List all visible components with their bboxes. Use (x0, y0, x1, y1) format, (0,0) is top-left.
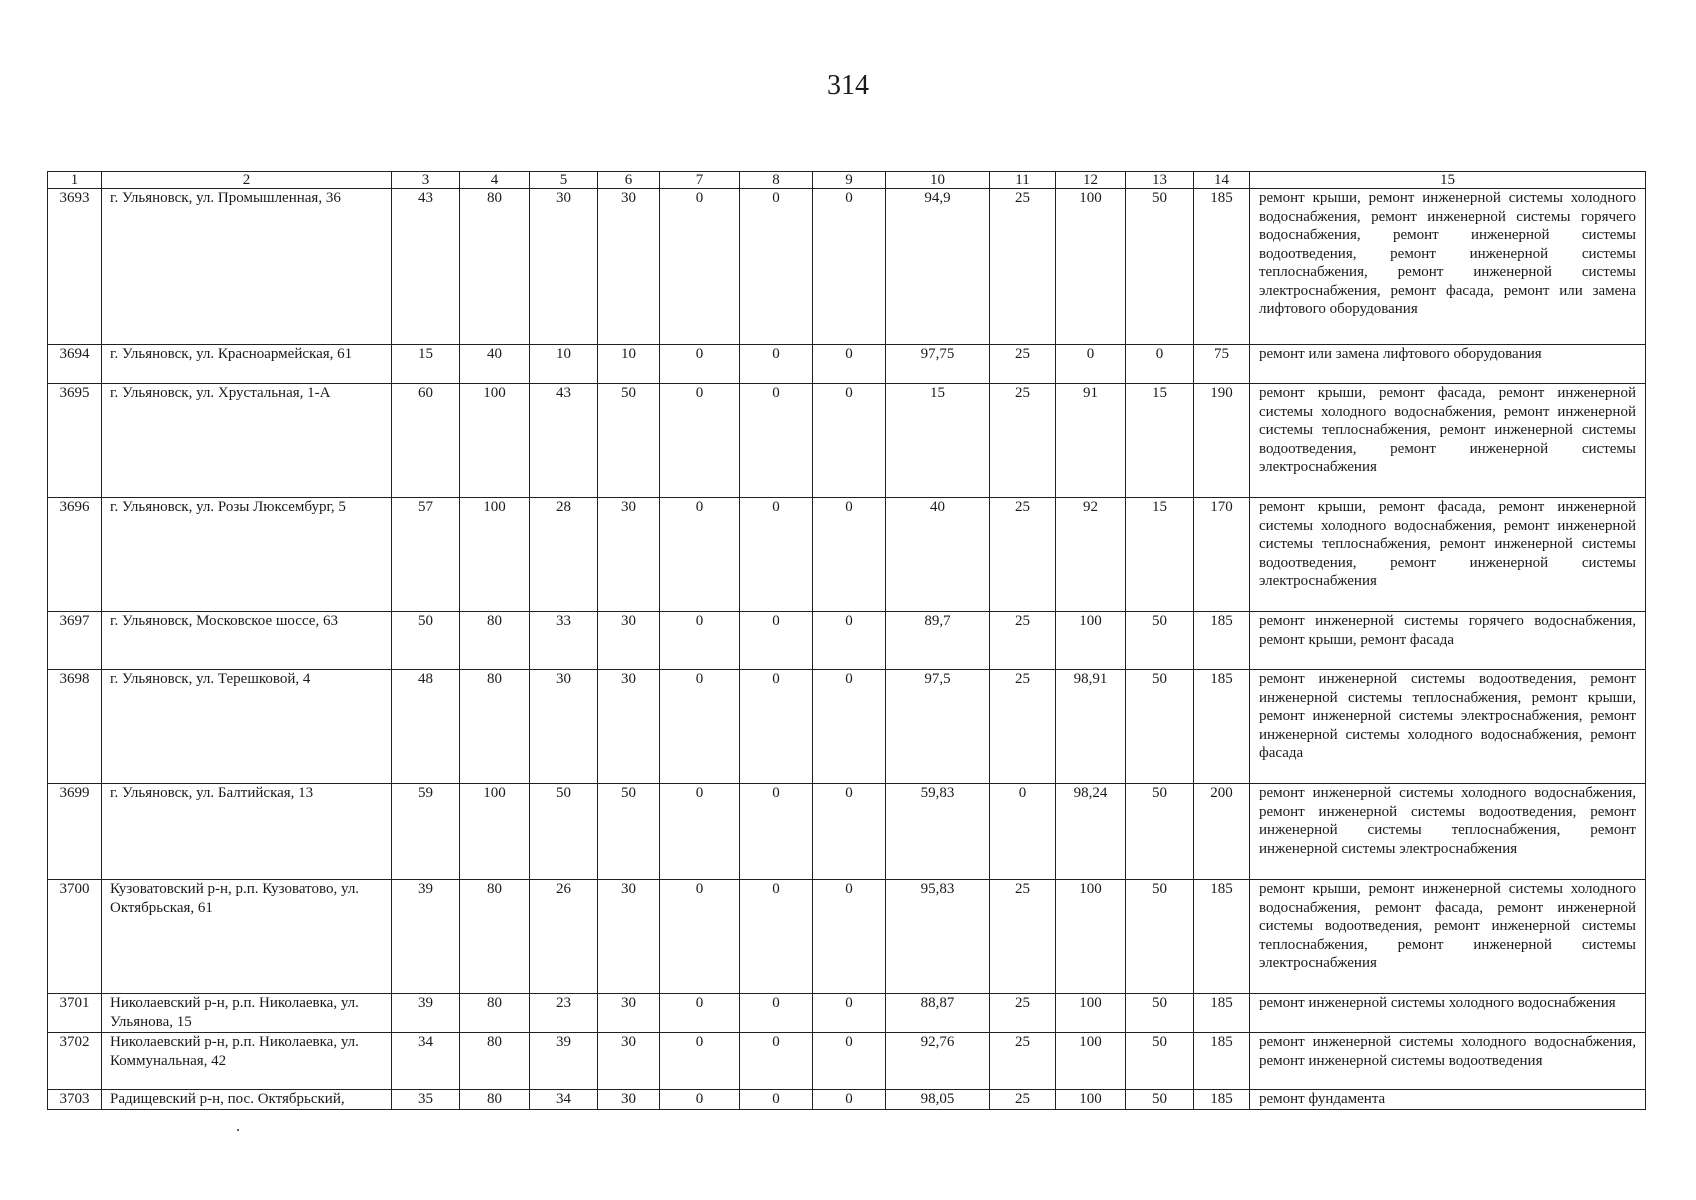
value-cell: 95,83 (886, 880, 990, 994)
value-cell: 26 (530, 880, 598, 994)
value-cell: 0 (660, 498, 740, 612)
value-cell: 0 (990, 784, 1056, 880)
value-cell: 25 (990, 1090, 1056, 1110)
value-cell: 0 (660, 784, 740, 880)
value-cell: 0 (740, 189, 813, 345)
value-cell: 185 (1194, 1033, 1250, 1090)
works-cell: ремонт крыши, ремонт инженерной системы холодного водоснабжения, ремонт инженерной системы горячего водоснабжения, ремонт инженерной системы водоотведения, ремонт инженерной системы теплоснабжения, ремонт инженерной системы электроснабжения, ремонт фасада, ремонт или замена лифтового оборудования (1250, 189, 1646, 345)
table-row (48, 784, 1646, 880)
value-cell: 30 (598, 1033, 660, 1090)
value-cell: 15 (1126, 498, 1194, 612)
value-cell: 50 (1126, 880, 1194, 994)
value-cell: 30 (598, 880, 660, 994)
table-row (48, 189, 1646, 345)
value-cell: 25 (990, 1033, 1056, 1090)
works-cell: ремонт крыши, ремонт фасада, ремонт инженерной системы холодного водоснабжения, ремонт инженерной системы теплоснабжения, ремонт инженерной системы водоотведения, ремонт инженерной системы электроснабжения (1250, 384, 1646, 498)
address-cell: Кузоватовский р-н, р.п. Кузоватово, ул. Октябрьская, 61 (102, 880, 392, 994)
value-cell: 94,9 (886, 189, 990, 345)
value-cell: 33 (530, 612, 598, 670)
value-cell: 0 (813, 345, 886, 384)
value-cell: 30 (598, 1090, 660, 1110)
value-cell: 39 (392, 880, 460, 994)
address-cell: г. Ульяновск, ул. Красноармейская, 61 (102, 345, 392, 384)
value-cell: 100 (460, 784, 530, 880)
value-cell: 185 (1194, 612, 1250, 670)
value-cell: 0 (813, 498, 886, 612)
works-cell: ремонт инженерной системы водоотведения, ремонт инженерной системы теплоснабжения, ремонт крыши, ремонт инженерной системы электроснабжения, ремонт инженерной системы холодного водоснабжения, ремонт фасада (1250, 670, 1646, 784)
address-cell: Радищевский р-н, пос. Октябрьский, (102, 1090, 392, 1110)
value-cell: 100 (460, 498, 530, 612)
value-cell: 25 (990, 994, 1056, 1033)
value-cell: 92,76 (886, 1033, 990, 1090)
value-cell: 0 (1126, 345, 1194, 384)
value-cell: 0 (660, 345, 740, 384)
value-cell: 0 (740, 994, 813, 1033)
value-cell: 0 (740, 880, 813, 994)
value-cell: 15 (886, 384, 990, 498)
value-cell: 0 (660, 1033, 740, 1090)
table-row (48, 612, 1646, 670)
row-number: 3696 (48, 498, 102, 612)
value-cell: 50 (1126, 189, 1194, 345)
table-row (48, 498, 1646, 612)
value-cell: 50 (1126, 612, 1194, 670)
value-cell: 0 (740, 612, 813, 670)
value-cell: 39 (392, 994, 460, 1033)
value-cell: 0 (813, 1090, 886, 1110)
value-cell: 100 (1056, 189, 1126, 345)
row-number: 3700 (48, 880, 102, 994)
value-cell: 50 (1126, 994, 1194, 1033)
column-header: 11 (990, 172, 1056, 189)
value-cell: 60 (392, 384, 460, 498)
works-cell: ремонт крыши, ремонт фасада, ремонт инженерной системы холодного водоснабжения, ремонт инженерной системы теплоснабжения, ремонт инженерной системы водоотведения, ремонт инженерной системы электроснабжения (1250, 498, 1646, 612)
row-number: 3697 (48, 612, 102, 670)
value-cell: 30 (598, 189, 660, 345)
table-row (48, 345, 1646, 384)
value-cell: 98,91 (1056, 670, 1126, 784)
value-cell: 34 (530, 1090, 598, 1110)
value-cell: 0 (813, 189, 886, 345)
value-cell: 50 (530, 784, 598, 880)
value-cell: 25 (990, 612, 1056, 670)
value-cell: 48 (392, 670, 460, 784)
column-header: 6 (598, 172, 660, 189)
row-number: 3695 (48, 384, 102, 498)
value-cell: 185 (1194, 670, 1250, 784)
value-cell: 25 (990, 670, 1056, 784)
value-cell: 0 (813, 384, 886, 498)
column-header: 4 (460, 172, 530, 189)
scan-speck: . (236, 1118, 240, 1135)
value-cell: 80 (460, 994, 530, 1033)
value-cell: 50 (1126, 670, 1194, 784)
value-cell: 185 (1194, 189, 1250, 345)
row-number: 3703 (48, 1090, 102, 1110)
value-cell: 0 (813, 784, 886, 880)
value-cell: 0 (813, 994, 886, 1033)
value-cell: 15 (1126, 384, 1194, 498)
column-header: 5 (530, 172, 598, 189)
value-cell: 100 (1056, 1033, 1126, 1090)
column-header: 7 (660, 172, 740, 189)
value-cell: 0 (1056, 345, 1126, 384)
row-number: 3693 (48, 189, 102, 345)
value-cell: 80 (460, 189, 530, 345)
value-cell: 98,05 (886, 1090, 990, 1110)
table-row (48, 880, 1646, 994)
value-cell: 50 (1126, 784, 1194, 880)
value-cell: 57 (392, 498, 460, 612)
table-row (48, 994, 1646, 1033)
table-row (48, 670, 1646, 784)
value-cell: 98,24 (1056, 784, 1126, 880)
value-cell: 88,87 (886, 994, 990, 1033)
value-cell: 97,5 (886, 670, 990, 784)
value-cell: 80 (460, 880, 530, 994)
value-cell: 25 (990, 880, 1056, 994)
value-cell: 30 (598, 612, 660, 670)
value-cell: 80 (460, 1090, 530, 1110)
value-cell: 40 (886, 498, 990, 612)
value-cell: 25 (990, 189, 1056, 345)
value-cell: 0 (813, 1033, 886, 1090)
value-cell: 39 (530, 1033, 598, 1090)
table-row (48, 384, 1646, 498)
value-cell: 100 (1056, 1090, 1126, 1110)
column-header: 9 (813, 172, 886, 189)
value-cell: 80 (460, 1033, 530, 1090)
value-cell: 170 (1194, 498, 1250, 612)
value-cell: 185 (1194, 1090, 1250, 1110)
row-number: 3694 (48, 345, 102, 384)
value-cell: 0 (740, 1033, 813, 1090)
register-table (47, 171, 1646, 1110)
value-cell: 0 (813, 612, 886, 670)
column-header: 12 (1056, 172, 1126, 189)
column-header: 10 (886, 172, 990, 189)
value-cell: 30 (530, 670, 598, 784)
column-header: 2 (102, 172, 392, 189)
value-cell: 10 (530, 345, 598, 384)
value-cell: 25 (990, 384, 1056, 498)
row-number: 3702 (48, 1033, 102, 1090)
value-cell: 30 (598, 498, 660, 612)
value-cell: 50 (1126, 1033, 1194, 1090)
value-cell: 0 (660, 189, 740, 345)
value-cell: 25 (990, 498, 1056, 612)
address-cell: Николаевский р-н, р.п. Николаевка, ул. Коммунальная, 42 (102, 1033, 392, 1090)
table-row (48, 1033, 1646, 1090)
value-cell: 0 (660, 1090, 740, 1110)
value-cell: 50 (392, 612, 460, 670)
column-header: 1 (48, 172, 102, 189)
value-cell: 100 (1056, 880, 1126, 994)
value-cell: 43 (530, 384, 598, 498)
address-cell: Николаевский р-н, р.п. Николаевка, ул. Ульянова, 15 (102, 994, 392, 1033)
address-cell: г. Ульяновск, ул. Розы Люксембург, 5 (102, 498, 392, 612)
column-header: 3 (392, 172, 460, 189)
value-cell: 100 (460, 384, 530, 498)
value-cell: 15 (392, 345, 460, 384)
value-cell: 185 (1194, 994, 1250, 1033)
column-header: 14 (1194, 172, 1250, 189)
value-cell: 10 (598, 345, 660, 384)
address-cell: г. Ульяновск, ул. Промышленная, 36 (102, 189, 392, 345)
row-number: 3701 (48, 994, 102, 1033)
value-cell: 40 (460, 345, 530, 384)
value-cell: 97,75 (886, 345, 990, 384)
value-cell: 0 (740, 784, 813, 880)
works-cell: ремонт фундамента (1250, 1090, 1646, 1110)
value-cell: 0 (660, 612, 740, 670)
value-cell: 23 (530, 994, 598, 1033)
value-cell: 0 (813, 670, 886, 784)
value-cell: 0 (660, 670, 740, 784)
address-cell: г. Ульяновск, ул. Терешковой, 4 (102, 670, 392, 784)
value-cell: 80 (460, 612, 530, 670)
value-cell: 28 (530, 498, 598, 612)
address-cell: г. Ульяновск, Московское шоссе, 63 (102, 612, 392, 670)
value-cell: 0 (660, 994, 740, 1033)
value-cell: 0 (660, 880, 740, 994)
value-cell: 30 (598, 994, 660, 1033)
works-cell: ремонт инженерной системы холодного водоснабжения, ремонт инженерной системы водоотведения (1250, 1033, 1646, 1090)
value-cell: 0 (740, 498, 813, 612)
works-cell: ремонт или замена лифтового оборудования (1250, 345, 1646, 384)
works-cell: ремонт инженерной системы горячего водоснабжения, ремонт крыши, ремонт фасада (1250, 612, 1646, 670)
value-cell: 25 (990, 345, 1056, 384)
value-cell: 185 (1194, 880, 1250, 994)
value-cell: 100 (1056, 612, 1126, 670)
value-cell: 50 (598, 384, 660, 498)
value-cell: 89,7 (886, 612, 990, 670)
address-cell: г. Ульяновск, ул. Хрустальная, 1-А (102, 384, 392, 498)
value-cell: 0 (740, 1090, 813, 1110)
value-cell: 50 (598, 784, 660, 880)
value-cell: 80 (460, 670, 530, 784)
value-cell: 100 (1056, 994, 1126, 1033)
column-header: 8 (740, 172, 813, 189)
value-cell: 35 (392, 1090, 460, 1110)
value-cell: 50 (1126, 1090, 1194, 1110)
value-cell: 0 (740, 345, 813, 384)
value-cell: 43 (392, 189, 460, 345)
value-cell: 30 (598, 670, 660, 784)
works-cell: ремонт инженерной системы холодного водоснабжения, ремонт инженерной системы водоотведения, ремонт инженерной системы теплоснабжения, ремонт инженерной системы электроснабжения (1250, 784, 1646, 880)
value-cell: 91 (1056, 384, 1126, 498)
value-cell: 34 (392, 1033, 460, 1090)
value-cell: 75 (1194, 345, 1250, 384)
works-cell: ремонт инженерной системы холодного водоснабжения (1250, 994, 1646, 1033)
column-header: 13 (1126, 172, 1194, 189)
address-cell: г. Ульяновск, ул. Балтийская, 13 (102, 784, 392, 880)
value-cell: 190 (1194, 384, 1250, 498)
value-cell: 30 (530, 189, 598, 345)
row-number: 3699 (48, 784, 102, 880)
value-cell: 59 (392, 784, 460, 880)
works-cell: ремонт крыши, ремонт инженерной системы холодного водоснабжения, ремонт фасада, ремонт инженерной системы водоотведения, ремонт инженерной системы теплоснабжения, ремонт инженерной системы электроснабжения (1250, 880, 1646, 994)
row-number: 3698 (48, 670, 102, 784)
value-cell: 59,83 (886, 784, 990, 880)
value-cell: 0 (660, 384, 740, 498)
page-number: 314 (827, 70, 869, 101)
value-cell: 0 (740, 670, 813, 784)
header-row (48, 172, 1646, 189)
value-cell: 92 (1056, 498, 1126, 612)
value-cell: 0 (740, 384, 813, 498)
table-row (48, 1090, 1646, 1110)
value-cell: 200 (1194, 784, 1250, 880)
value-cell: 0 (813, 880, 886, 994)
column-header: 15 (1250, 172, 1646, 189)
